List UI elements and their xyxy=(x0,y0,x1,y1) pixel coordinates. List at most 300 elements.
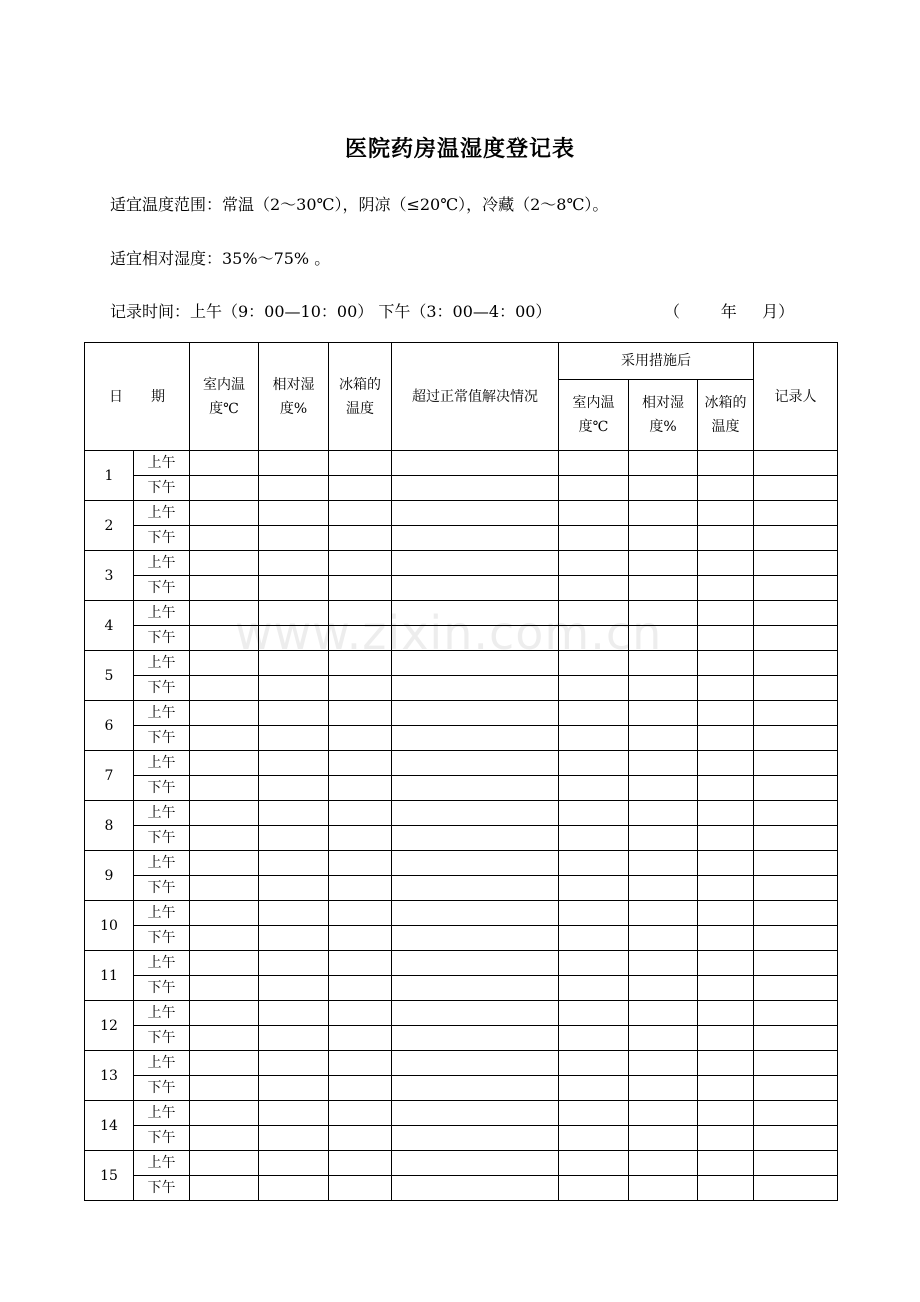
table-row xyxy=(85,876,838,901)
handling-cell[interactable] xyxy=(392,626,559,651)
handling-cell[interactable] xyxy=(392,1176,559,1201)
after-indoor-temp-cell[interactable] xyxy=(559,901,629,926)
fridge-temp-cell[interactable] xyxy=(329,551,392,576)
recorder-cell[interactable] xyxy=(754,901,838,926)
after-indoor-temp-cell[interactable] xyxy=(559,651,629,676)
fridge-temp-cell[interactable] xyxy=(329,1151,392,1176)
indoor-temp-cell[interactable] xyxy=(190,1151,259,1176)
humidity-cell[interactable] xyxy=(259,601,329,626)
handling-cell[interactable] xyxy=(392,601,559,626)
handling-cell[interactable] xyxy=(392,501,559,526)
recorder-cell[interactable] xyxy=(754,826,838,851)
after-humidity-cell[interactable] xyxy=(629,626,698,651)
fridge-temp-cell[interactable] xyxy=(329,626,392,651)
table-row xyxy=(85,1001,838,1026)
table-row xyxy=(85,901,838,926)
humidity-cell[interactable] xyxy=(259,626,329,651)
year-month-slot: （ 年 月） xyxy=(664,302,795,321)
after-fridge-temp-cell[interactable] xyxy=(698,801,754,826)
period-label: 下午 xyxy=(134,676,190,701)
table-row xyxy=(85,626,838,651)
handling-cell[interactable] xyxy=(392,1001,559,1026)
header-after-indoor-temp: 室内温度℃ xyxy=(559,380,629,451)
handling-cell[interactable] xyxy=(392,576,559,601)
after-humidity-cell[interactable] xyxy=(629,526,698,551)
table-row xyxy=(85,826,838,851)
handling-cell[interactable] xyxy=(392,651,559,676)
handling-cell[interactable] xyxy=(392,776,559,801)
fridge-temp-cell[interactable] xyxy=(329,501,392,526)
table-row xyxy=(85,676,838,701)
recorder-cell[interactable] xyxy=(754,501,838,526)
humidity-cell[interactable] xyxy=(259,451,329,476)
after-indoor-temp-cell[interactable] xyxy=(559,976,629,1001)
recorder-cell[interactable] xyxy=(754,476,838,501)
humidity-range-note: 适宜相对湿度：35%～75% 。 xyxy=(110,249,331,268)
handling-cell[interactable] xyxy=(392,901,559,926)
handling-cell[interactable] xyxy=(392,951,559,976)
handling-cell[interactable] xyxy=(392,451,559,476)
watermark: www.zixin.com.cn xyxy=(235,606,663,660)
humidity-cell[interactable] xyxy=(259,1151,329,1176)
indoor-temp-cell[interactable] xyxy=(190,1101,259,1126)
after-fridge-temp-cell[interactable] xyxy=(698,951,754,976)
after-fridge-temp-cell[interactable] xyxy=(698,1051,754,1076)
after-humidity-cell[interactable] xyxy=(629,876,698,901)
after-indoor-temp-cell[interactable] xyxy=(559,726,629,751)
after-humidity-cell[interactable] xyxy=(629,726,698,751)
period-label: 下午 xyxy=(134,876,190,901)
after-humidity-cell[interactable] xyxy=(629,1151,698,1176)
indoor-temp-cell[interactable] xyxy=(190,701,259,726)
after-humidity-cell[interactable] xyxy=(629,601,698,626)
humidity-cell[interactable] xyxy=(259,1176,329,1201)
humidity-cell[interactable] xyxy=(259,476,329,501)
after-indoor-temp-cell[interactable] xyxy=(559,1101,629,1126)
fridge-temp-cell[interactable] xyxy=(329,451,392,476)
fridge-temp-cell[interactable] xyxy=(329,876,392,901)
day-number: 2 xyxy=(85,501,134,551)
handling-cell[interactable] xyxy=(392,876,559,901)
after-fridge-temp-cell[interactable] xyxy=(698,926,754,951)
indoor-temp-cell[interactable] xyxy=(190,1126,259,1151)
after-humidity-cell[interactable] xyxy=(629,701,698,726)
humidity-cell[interactable] xyxy=(259,551,329,576)
after-humidity-cell[interactable] xyxy=(629,651,698,676)
after-indoor-temp-cell[interactable] xyxy=(559,476,629,501)
indoor-temp-cell[interactable] xyxy=(190,901,259,926)
fridge-temp-cell[interactable] xyxy=(329,901,392,926)
after-humidity-cell[interactable] xyxy=(629,776,698,801)
recorder-cell[interactable] xyxy=(754,851,838,876)
table-row xyxy=(85,801,838,826)
humidity-cell[interactable] xyxy=(259,876,329,901)
after-fridge-temp-cell[interactable] xyxy=(698,1126,754,1151)
indoor-temp-cell[interactable] xyxy=(190,726,259,751)
recorder-cell[interactable] xyxy=(754,801,838,826)
fridge-temp-cell[interactable] xyxy=(329,526,392,551)
period-label: 上午 xyxy=(134,501,190,526)
humidity-cell[interactable] xyxy=(259,526,329,551)
fridge-temp-cell[interactable] xyxy=(329,1051,392,1076)
after-fridge-temp-cell[interactable] xyxy=(698,901,754,926)
handling-cell[interactable] xyxy=(392,1126,559,1151)
handling-cell[interactable] xyxy=(392,826,559,851)
period-label: 上午 xyxy=(134,751,190,776)
period-label: 下午 xyxy=(134,576,190,601)
period-label: 下午 xyxy=(134,776,190,801)
humidity-cell[interactable] xyxy=(259,926,329,951)
handling-cell[interactable] xyxy=(392,551,559,576)
after-fridge-temp-cell[interactable] xyxy=(698,1151,754,1176)
humidity-cell[interactable] xyxy=(259,1001,329,1026)
indoor-temp-cell[interactable] xyxy=(190,851,259,876)
period-label: 上午 xyxy=(134,601,190,626)
humidity-cell[interactable] xyxy=(259,751,329,776)
after-indoor-temp-cell[interactable] xyxy=(559,1026,629,1051)
handling-cell[interactable] xyxy=(392,1076,559,1101)
day-number: 13 xyxy=(85,1051,134,1101)
humidity-cell[interactable] xyxy=(259,976,329,1001)
handling-cell[interactable] xyxy=(392,926,559,951)
after-fridge-temp-cell[interactable] xyxy=(698,976,754,1001)
recorder-cell[interactable] xyxy=(754,1151,838,1176)
recorder-cell[interactable] xyxy=(754,651,838,676)
after-fridge-temp-cell[interactable] xyxy=(698,1026,754,1051)
after-humidity-cell[interactable] xyxy=(629,676,698,701)
after-fridge-temp-cell[interactable] xyxy=(698,1076,754,1101)
after-humidity-cell[interactable] xyxy=(629,1076,698,1101)
after-indoor-temp-cell[interactable] xyxy=(559,851,629,876)
after-indoor-temp-cell[interactable] xyxy=(559,501,629,526)
fridge-temp-cell[interactable] xyxy=(329,1076,392,1101)
table-row xyxy=(85,1151,838,1176)
table-row xyxy=(85,501,838,526)
after-humidity-cell[interactable] xyxy=(629,1101,698,1126)
after-fridge-temp-cell[interactable] xyxy=(698,676,754,701)
after-fridge-temp-cell[interactable] xyxy=(698,701,754,726)
indoor-temp-cell[interactable] xyxy=(190,926,259,951)
humidity-cell[interactable] xyxy=(259,701,329,726)
recorder-cell[interactable] xyxy=(754,1126,838,1151)
indoor-temp-cell[interactable] xyxy=(190,451,259,476)
period-label: 下午 xyxy=(134,1126,190,1151)
table-row xyxy=(85,601,838,626)
after-fridge-temp-cell[interactable] xyxy=(698,526,754,551)
humidity-cell[interactable] xyxy=(259,501,329,526)
day-number: 4 xyxy=(85,601,134,651)
humidity-cell[interactable] xyxy=(259,801,329,826)
recorder-cell[interactable] xyxy=(754,951,838,976)
day-number: 7 xyxy=(85,751,134,801)
recorder-cell[interactable] xyxy=(754,526,838,551)
after-fridge-temp-cell[interactable] xyxy=(698,501,754,526)
after-indoor-temp-cell[interactable] xyxy=(559,601,629,626)
table-row xyxy=(85,701,838,726)
after-fridge-temp-cell[interactable] xyxy=(698,1176,754,1201)
after-humidity-cell[interactable] xyxy=(629,976,698,1001)
day-number: 11 xyxy=(85,951,134,1001)
fridge-temp-cell[interactable] xyxy=(329,1176,392,1201)
indoor-temp-cell[interactable] xyxy=(190,676,259,701)
after-humidity-cell[interactable] xyxy=(629,851,698,876)
table-row xyxy=(85,926,838,951)
after-indoor-temp-cell[interactable] xyxy=(559,776,629,801)
handling-cell[interactable] xyxy=(392,1101,559,1126)
handling-cell[interactable] xyxy=(392,976,559,1001)
fridge-temp-cell[interactable] xyxy=(329,951,392,976)
after-humidity-cell[interactable] xyxy=(629,826,698,851)
recorder-cell[interactable] xyxy=(754,576,838,601)
humidity-cell[interactable] xyxy=(259,1076,329,1101)
recorder-cell[interactable] xyxy=(754,701,838,726)
handling-cell[interactable] xyxy=(392,726,559,751)
after-indoor-temp-cell[interactable] xyxy=(559,1076,629,1101)
after-fridge-temp-cell[interactable] xyxy=(698,826,754,851)
day-number: 8 xyxy=(85,801,134,851)
recorder-cell[interactable] xyxy=(754,776,838,801)
handling-cell[interactable] xyxy=(392,476,559,501)
period-label: 下午 xyxy=(134,826,190,851)
period-label: 下午 xyxy=(134,626,190,651)
header-after-measures: 采用措施后 xyxy=(559,343,754,380)
indoor-temp-cell[interactable] xyxy=(190,576,259,601)
recorder-cell[interactable] xyxy=(754,726,838,751)
page-title: 医院药房温湿度登记表 xyxy=(344,136,575,162)
after-indoor-temp-cell[interactable] xyxy=(559,701,629,726)
indoor-temp-cell[interactable] xyxy=(190,601,259,626)
after-humidity-cell[interactable] xyxy=(629,551,698,576)
recorder-cell[interactable] xyxy=(754,451,838,476)
after-fridge-temp-cell[interactable] xyxy=(698,776,754,801)
indoor-temp-cell[interactable] xyxy=(190,776,259,801)
handling-cell[interactable] xyxy=(392,1151,559,1176)
table-row xyxy=(85,976,838,1001)
recorder-cell[interactable] xyxy=(754,626,838,651)
day-number: 14 xyxy=(85,1101,134,1151)
humidity-cell[interactable] xyxy=(259,776,329,801)
indoor-temp-cell[interactable] xyxy=(190,1076,259,1101)
indoor-temp-cell[interactable] xyxy=(190,651,259,676)
after-fridge-temp-cell[interactable] xyxy=(698,851,754,876)
after-indoor-temp-cell[interactable] xyxy=(559,751,629,776)
after-indoor-temp-cell[interactable] xyxy=(559,926,629,951)
humidity-cell[interactable] xyxy=(259,826,329,851)
after-humidity-cell[interactable] xyxy=(629,476,698,501)
humidity-cell[interactable] xyxy=(259,851,329,876)
handling-cell[interactable] xyxy=(392,1026,559,1051)
handling-cell[interactable] xyxy=(392,851,559,876)
after-humidity-cell[interactable] xyxy=(629,1051,698,1076)
table-row xyxy=(85,951,838,976)
table-row xyxy=(85,1076,838,1101)
after-humidity-cell[interactable] xyxy=(629,801,698,826)
humidity-cell[interactable] xyxy=(259,676,329,701)
table-row xyxy=(85,451,838,476)
header-relative-humidity: 相对湿度% xyxy=(259,343,329,451)
handling-cell[interactable] xyxy=(392,751,559,776)
period-label: 下午 xyxy=(134,1026,190,1051)
after-indoor-temp-cell[interactable] xyxy=(559,951,629,976)
fridge-temp-cell[interactable] xyxy=(329,1101,392,1126)
fridge-temp-cell[interactable] xyxy=(329,601,392,626)
fridge-temp-cell[interactable] xyxy=(329,976,392,1001)
indoor-temp-cell[interactable] xyxy=(190,1001,259,1026)
after-humidity-cell[interactable] xyxy=(629,951,698,976)
after-humidity-cell[interactable] xyxy=(629,501,698,526)
after-fridge-temp-cell[interactable] xyxy=(698,601,754,626)
fridge-temp-cell[interactable] xyxy=(329,476,392,501)
indoor-temp-cell[interactable] xyxy=(190,951,259,976)
period-label: 上午 xyxy=(134,951,190,976)
after-indoor-temp-cell[interactable] xyxy=(559,676,629,701)
after-indoor-temp-cell[interactable] xyxy=(559,1151,629,1176)
recorder-cell[interactable] xyxy=(754,751,838,776)
after-fridge-temp-cell[interactable] xyxy=(698,751,754,776)
period-label: 下午 xyxy=(134,976,190,1001)
table-row xyxy=(85,651,838,676)
fridge-temp-cell[interactable] xyxy=(329,726,392,751)
indoor-temp-cell[interactable] xyxy=(190,801,259,826)
fridge-temp-cell[interactable] xyxy=(329,1126,392,1151)
indoor-temp-cell[interactable] xyxy=(190,476,259,501)
humidity-cell[interactable] xyxy=(259,576,329,601)
table-row xyxy=(85,551,838,576)
recorder-cell[interactable] xyxy=(754,676,838,701)
indoor-temp-cell[interactable] xyxy=(190,826,259,851)
after-humidity-cell[interactable] xyxy=(629,1026,698,1051)
day-number: 1 xyxy=(85,451,134,501)
indoor-temp-cell[interactable] xyxy=(190,1051,259,1076)
indoor-temp-cell[interactable] xyxy=(190,1026,259,1051)
period-label: 下午 xyxy=(134,526,190,551)
humidity-cell[interactable] xyxy=(259,1026,329,1051)
recorder-cell[interactable] xyxy=(754,976,838,1001)
fridge-temp-cell[interactable] xyxy=(329,676,392,701)
after-indoor-temp-cell[interactable] xyxy=(559,451,629,476)
after-fridge-temp-cell[interactable] xyxy=(698,1101,754,1126)
after-fridge-temp-cell[interactable] xyxy=(698,876,754,901)
after-humidity-cell[interactable] xyxy=(629,1126,698,1151)
after-humidity-cell[interactable] xyxy=(629,1001,698,1026)
humidity-cell[interactable] xyxy=(259,1051,329,1076)
day-number: 5 xyxy=(85,651,134,701)
table-row xyxy=(85,776,838,801)
fridge-temp-cell[interactable] xyxy=(329,701,392,726)
after-indoor-temp-cell[interactable] xyxy=(559,526,629,551)
after-fridge-temp-cell[interactable] xyxy=(698,476,754,501)
after-fridge-temp-cell[interactable] xyxy=(698,726,754,751)
after-indoor-temp-cell[interactable] xyxy=(559,1126,629,1151)
indoor-temp-cell[interactable] xyxy=(190,876,259,901)
indoor-temp-cell[interactable] xyxy=(190,551,259,576)
humidity-cell[interactable] xyxy=(259,1126,329,1151)
after-fridge-temp-cell[interactable] xyxy=(698,551,754,576)
after-humidity-cell[interactable] xyxy=(629,1176,698,1201)
after-indoor-temp-cell[interactable] xyxy=(559,576,629,601)
fridge-temp-cell[interactable] xyxy=(329,576,392,601)
fridge-temp-cell[interactable] xyxy=(329,926,392,951)
after-humidity-cell[interactable] xyxy=(629,576,698,601)
temperature-humidity-log-table xyxy=(84,342,838,1201)
after-indoor-temp-cell[interactable] xyxy=(559,1176,629,1201)
fridge-temp-cell[interactable] xyxy=(329,776,392,801)
humidity-cell[interactable] xyxy=(259,901,329,926)
after-indoor-temp-cell[interactable] xyxy=(559,626,629,651)
after-humidity-cell[interactable] xyxy=(629,901,698,926)
temperature-range-note: 适宜温度范围：常温（2～30℃），阴凉（≤20℃），冷藏（2～8℃）。 xyxy=(110,195,609,214)
recorder-cell[interactable] xyxy=(754,926,838,951)
after-fridge-temp-cell[interactable] xyxy=(698,626,754,651)
table-row xyxy=(85,751,838,776)
recorder-cell[interactable] xyxy=(754,551,838,576)
fridge-temp-cell[interactable] xyxy=(329,1026,392,1051)
humidity-cell[interactable] xyxy=(259,726,329,751)
after-indoor-temp-cell[interactable] xyxy=(559,876,629,901)
after-indoor-temp-cell[interactable] xyxy=(559,551,629,576)
humidity-cell[interactable] xyxy=(259,1101,329,1126)
handling-cell[interactable] xyxy=(392,526,559,551)
period-label: 上午 xyxy=(134,851,190,876)
handling-cell[interactable] xyxy=(392,701,559,726)
fridge-temp-cell[interactable] xyxy=(329,651,392,676)
handling-cell[interactable] xyxy=(392,801,559,826)
after-humidity-cell[interactable] xyxy=(629,751,698,776)
indoor-temp-cell[interactable] xyxy=(190,501,259,526)
after-fridge-temp-cell[interactable] xyxy=(698,651,754,676)
after-fridge-temp-cell[interactable] xyxy=(698,576,754,601)
after-indoor-temp-cell[interactable] xyxy=(559,801,629,826)
period-label: 下午 xyxy=(134,926,190,951)
indoor-temp-cell[interactable] xyxy=(190,1176,259,1201)
indoor-temp-cell[interactable] xyxy=(190,751,259,776)
period-label: 下午 xyxy=(134,476,190,501)
after-fridge-temp-cell[interactable] xyxy=(698,1001,754,1026)
after-indoor-temp-cell[interactable] xyxy=(559,1051,629,1076)
indoor-temp-cell[interactable] xyxy=(190,626,259,651)
after-humidity-cell[interactable] xyxy=(629,926,698,951)
indoor-temp-cell[interactable] xyxy=(190,976,259,1001)
recorder-cell[interactable] xyxy=(754,876,838,901)
fridge-temp-cell[interactable] xyxy=(329,851,392,876)
header-after-fridge-temp: 冰箱的温度 xyxy=(698,380,754,451)
period-label: 上午 xyxy=(134,1151,190,1176)
handling-cell[interactable] xyxy=(392,676,559,701)
recorder-cell[interactable] xyxy=(754,1051,838,1076)
fridge-temp-cell[interactable] xyxy=(329,826,392,851)
recorder-cell[interactable] xyxy=(754,1001,838,1026)
recorder-cell[interactable] xyxy=(754,601,838,626)
indoor-temp-cell[interactable] xyxy=(190,526,259,551)
after-indoor-temp-cell[interactable] xyxy=(559,1001,629,1026)
after-humidity-cell[interactable] xyxy=(629,451,698,476)
after-indoor-temp-cell[interactable] xyxy=(559,826,629,851)
recorder-cell[interactable] xyxy=(754,1101,838,1126)
humidity-cell[interactable] xyxy=(259,651,329,676)
fridge-temp-cell[interactable] xyxy=(329,751,392,776)
recorder-cell[interactable] xyxy=(754,1026,838,1051)
after-fridge-temp-cell[interactable] xyxy=(698,451,754,476)
recorder-cell[interactable] xyxy=(754,1076,838,1101)
handling-cell[interactable] xyxy=(392,1051,559,1076)
recorder-cell[interactable] xyxy=(754,1176,838,1201)
humidity-cell[interactable] xyxy=(259,951,329,976)
table-row xyxy=(85,1176,838,1201)
fridge-temp-cell[interactable] xyxy=(329,801,392,826)
table-row xyxy=(85,851,838,876)
table-row xyxy=(85,1026,838,1051)
fridge-temp-cell[interactable] xyxy=(329,1001,392,1026)
